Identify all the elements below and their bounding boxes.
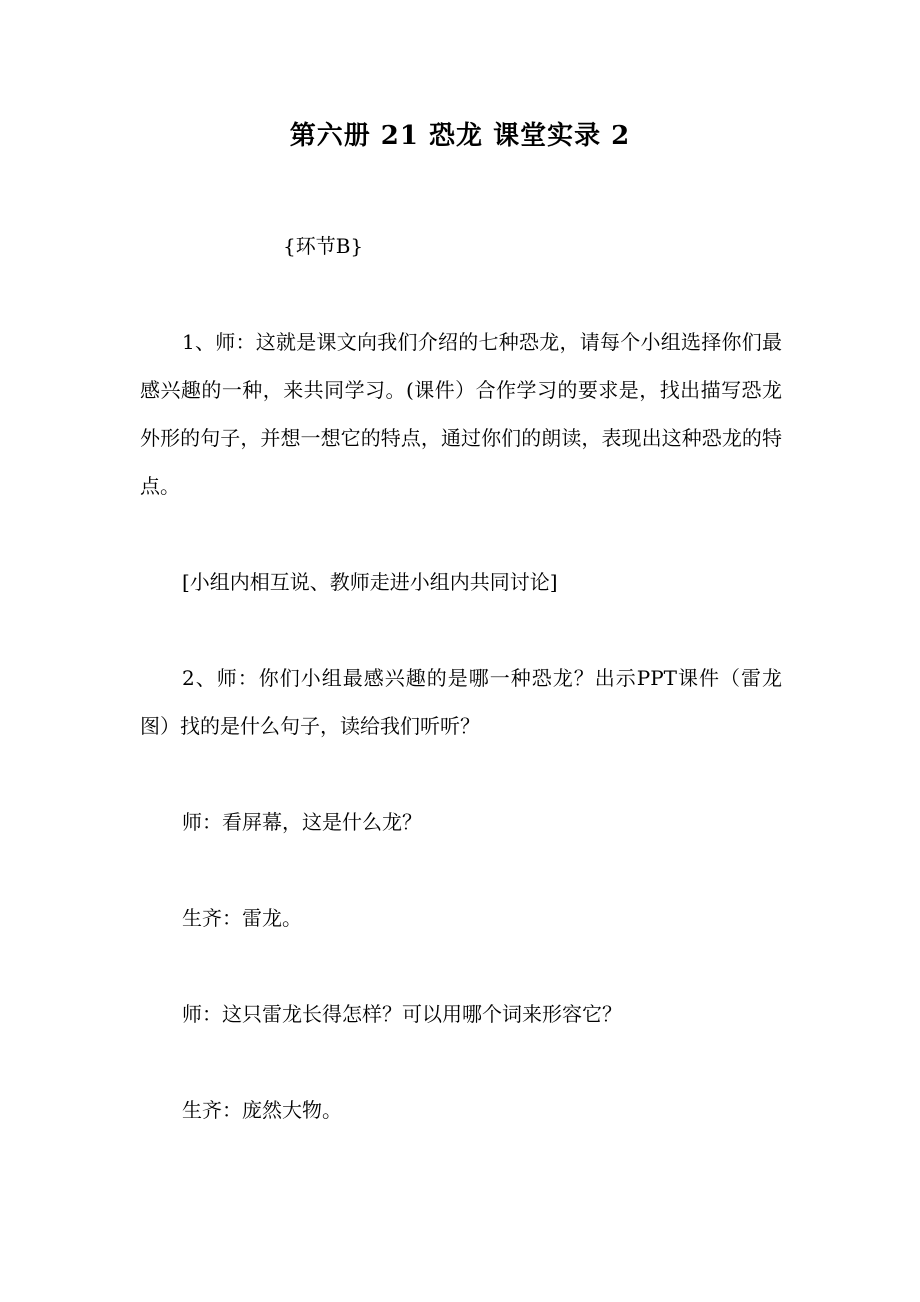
paragraph-7: 生齐：庞然大物。	[182, 1098, 342, 1122]
paragraph-6: 师：这只雷龙长得怎样？可以用哪个词来形容它？	[182, 1002, 622, 1026]
paragraph-3: 2、师：你们小组最感兴趣的是哪一种恐龙？出示PPT课件（雷龙图）找的是什么句子，读给我们听听？	[140, 666, 782, 738]
paragraph-2: [小组内相互说、教师走进小组内共同讨论]	[182, 570, 558, 594]
paragraph-1: 1、师：这就是课文向我们介绍的七种恐龙，请每个小组选择你们最感兴趣的一种，来共同学习。(课件）合作学习的要求是，找出描写恐龙外形的句子，并想一想它的特点，通过你们的朗读，表现出这种恐龙的特点。	[140, 330, 782, 498]
paragraph-5: 生齐：雷龙。	[182, 906, 302, 930]
paragraph-4: 师：看屏幕，这是什么龙？	[182, 810, 422, 834]
section-label: {环节B}	[283, 234, 364, 258]
document-title: 第六册 21 恐龙 课堂实录 2	[289, 121, 631, 151]
